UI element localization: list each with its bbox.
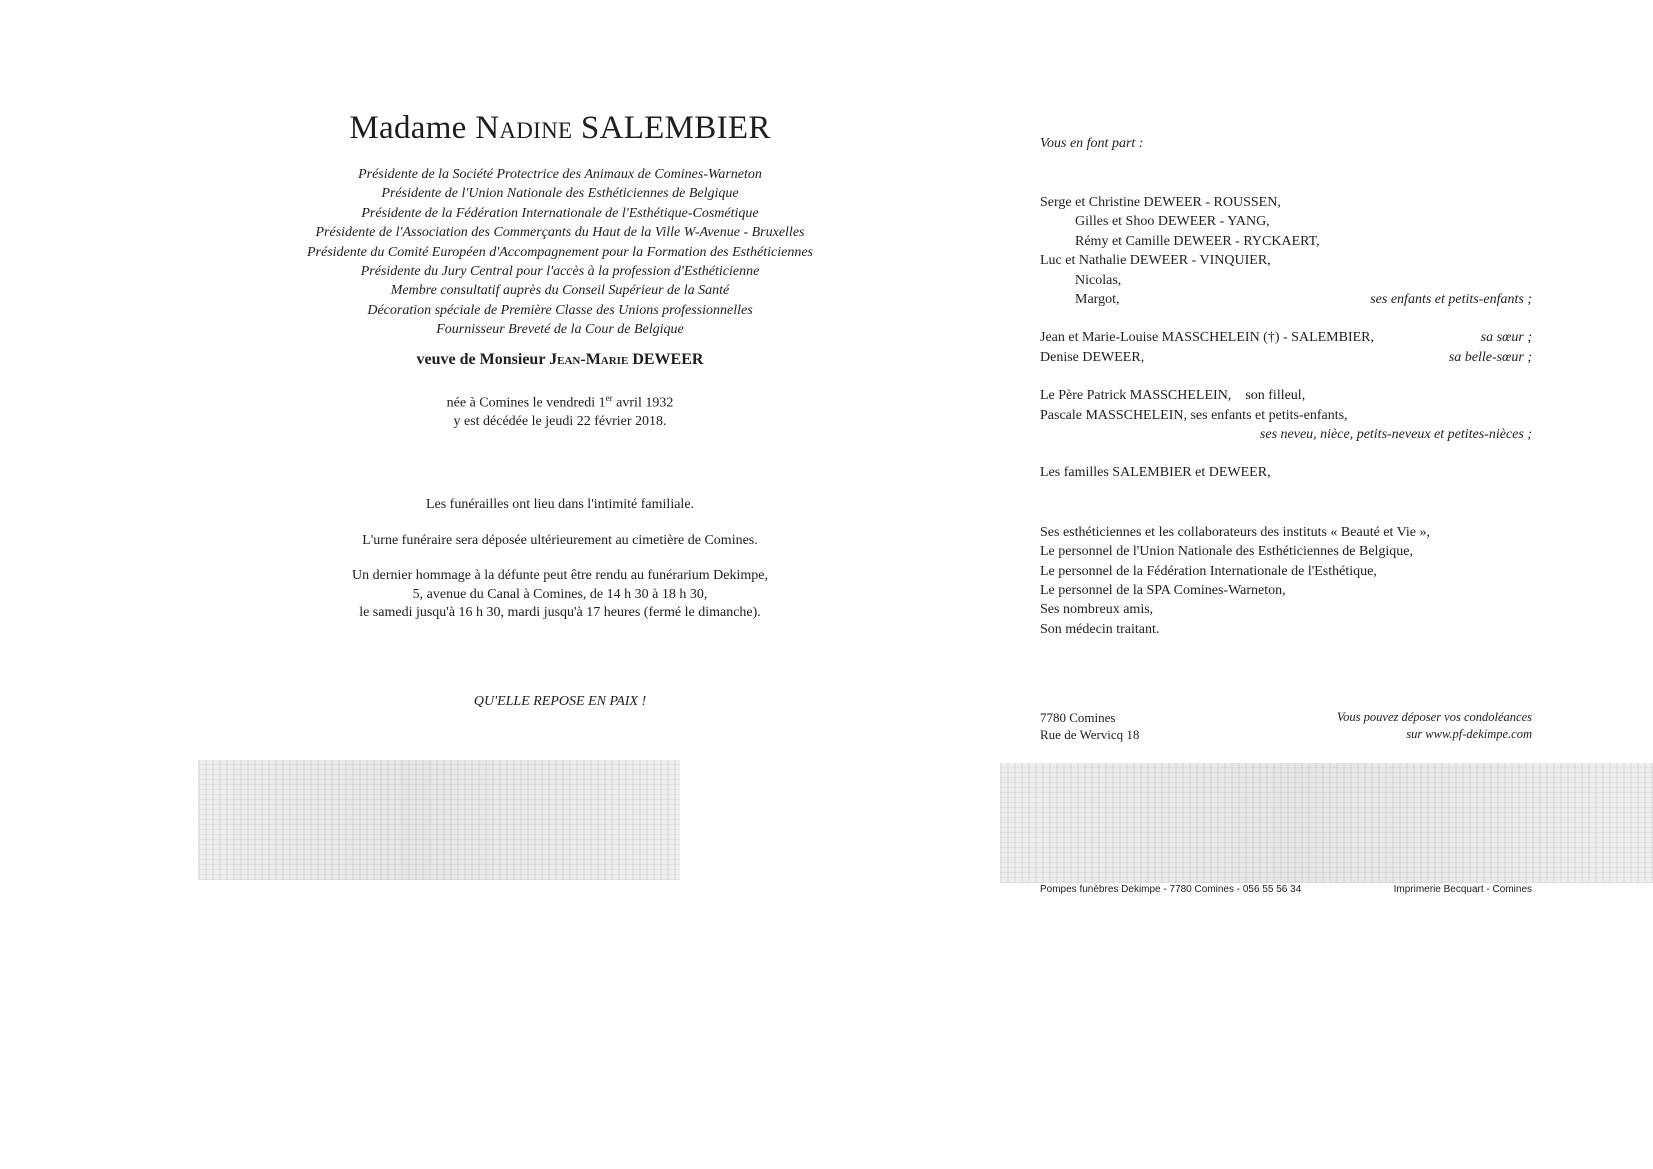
tribute-line: Un dernier hommage à la défunte peut être rendu au funérarium Dekimpe, (352, 568, 768, 584)
family-address (1040, 709, 1139, 743)
decorative-texture (1000, 763, 1653, 883)
urn-info: L'urne funéraire sera déposée ultérieurement au cimetière de Comines. (362, 532, 758, 548)
tribute-info (150, 567, 970, 623)
relation-label: sa sœur ; (1480, 330, 1532, 346)
family-line: Serge et Christine DEWEER - ROUSSEN, (1040, 195, 1281, 210)
widow-of (150, 351, 970, 369)
relation-label: sa belle-sœur ; (1448, 349, 1532, 365)
others-line: Le personnel de la Fédération Internationale de l'Esthétique, (1040, 563, 1377, 579)
last-name: SALEMBIER (580, 110, 771, 146)
family-line (1040, 348, 1532, 367)
others-line: Le personnel de la SPA Comines-Warneton, (1040, 583, 1286, 599)
family-line (1040, 425, 1532, 444)
family-name: Denise DEWEER, (1040, 349, 1145, 365)
condolences-line: Vous pouvez déposer vos condoléances (1336, 710, 1532, 724)
life-dates (150, 389, 970, 431)
title-prefix: Madame (349, 110, 467, 146)
family-list (1040, 193, 1532, 639)
family-line: Pascale MASSCHELEIN, ses enfants et petits-enfants, (1040, 407, 1348, 423)
printer-footer: Imprimerie Becquart - Comines (1393, 884, 1532, 895)
birth-line (150, 389, 970, 413)
relation-label: ses enfants et petits-enfants ; (1370, 292, 1532, 308)
title-line: Présidente du Jury Central pour l'accès à la profession d'Esthéticienne (360, 264, 760, 280)
family-line (1040, 328, 1532, 347)
death-line: y est décédée le jeudi 22 février 2018. (453, 413, 667, 429)
title-line: Membre consultatif auprès du Conseil Supérieur de la Santé (390, 283, 730, 299)
announce-heading: Vous en font part : (1040, 136, 1144, 151)
honorary-titles (150, 165, 970, 340)
title-line: Présidente de l'Association des Commerçants du Haut de la Ville W-Avenue - Bruxelles (315, 225, 805, 241)
tribute-line: le samedi jusqu'à 16 h 30, mardi jusqu'à 17 heures (fermé le dimanche). (359, 605, 761, 621)
title-line: Présidente de la Fédération Internationale de l'Esthétique-Cosmétique (361, 205, 759, 221)
title-line: Décoration spéciale de Première Classe des Unions professionnelles (367, 302, 753, 318)
decorative-texture (198, 760, 680, 880)
funeral-private: Les funérailles ont lieu dans l'intimité familiale. (425, 497, 695, 512)
husband-last-name: DEWEER (632, 351, 704, 368)
rest-in-peace: QU'ELLE REPOSE EN PAIX ! (473, 694, 647, 709)
family-line (1040, 386, 1532, 405)
funeral-info (150, 496, 970, 640)
address-street: Rue de Wervicq 18 (1040, 727, 1140, 742)
right-panel (1000, 0, 1653, 1169)
deceased-name (150, 110, 970, 147)
others-line: Son médecin traitant. (1040, 621, 1160, 637)
birth-date: avril 1932 (612, 395, 674, 411)
title-line: Présidente de l'Union Nationale des Esthéticiennes de Belgique (381, 186, 739, 202)
family-line: Rémy et Camille DEWEER - RYCKAERT, (1075, 233, 1320, 249)
title-line: Présidente de la Société Protectrice des Animaux de Comines-Warneton (358, 167, 762, 182)
title-line: Fournisseur Breveté de la Cour de Belgique (436, 322, 684, 338)
others-line: Ses nombreux amis, (1040, 602, 1154, 618)
birth-ordinal: er (605, 393, 613, 403)
family-line: Nicolas, (1075, 272, 1122, 288)
relation-label: son filleul, (1245, 388, 1306, 404)
others-line: Le personnel de l'Union Nationale des Esthéticiennes de Belgique, (1040, 544, 1414, 560)
condolences-link: sur www.pf-dekimpe.com (1406, 727, 1532, 741)
first-name: Nadine (475, 110, 573, 146)
condolences-note (1250, 709, 1532, 743)
relation-label: ses neveu, nièce, petits-neveux et petites-nièces ; (1259, 427, 1532, 443)
title-line: Présidente du Comité Européen d'Accompagnement pour la Formation des Esthéticiennes (307, 244, 813, 260)
family-line: Luc et Nathalie DEWEER - VINQUIER, (1040, 253, 1271, 269)
family-name: Jean et Marie-Louise MASSCHELEIN (†) - SALEMBIER, (1040, 330, 1375, 346)
birth-text: née à Comines le vendredi 1 (446, 395, 606, 411)
family-line (1040, 290, 1532, 309)
funeral-home-footer: Pompes funèbres Dekimpe - 7780 Comines - 056 55 56 34 (1040, 884, 1302, 895)
family-line: Gilles et Shoo DEWEER - YANG, (1075, 214, 1270, 230)
husband-first-name: Jean-Marie (549, 351, 629, 368)
widow-prefix: veuve de Monsieur (416, 351, 546, 368)
others-line: Ses esthéticiennes et les collaborateurs des instituts « Beauté et Vie », (1040, 524, 1431, 540)
family-name: Margot, (1075, 292, 1120, 308)
address-city: 7780 Comines (1040, 710, 1116, 725)
tribute-line: 5, avenue du Canal à Comines, de 14 h 30 à 18 h 30, (412, 586, 708, 602)
family-line: Les familles SALEMBIER et DEWEER, (1040, 465, 1271, 481)
family-name: Le Père Patrick MASSCHELEIN, (1040, 388, 1232, 404)
